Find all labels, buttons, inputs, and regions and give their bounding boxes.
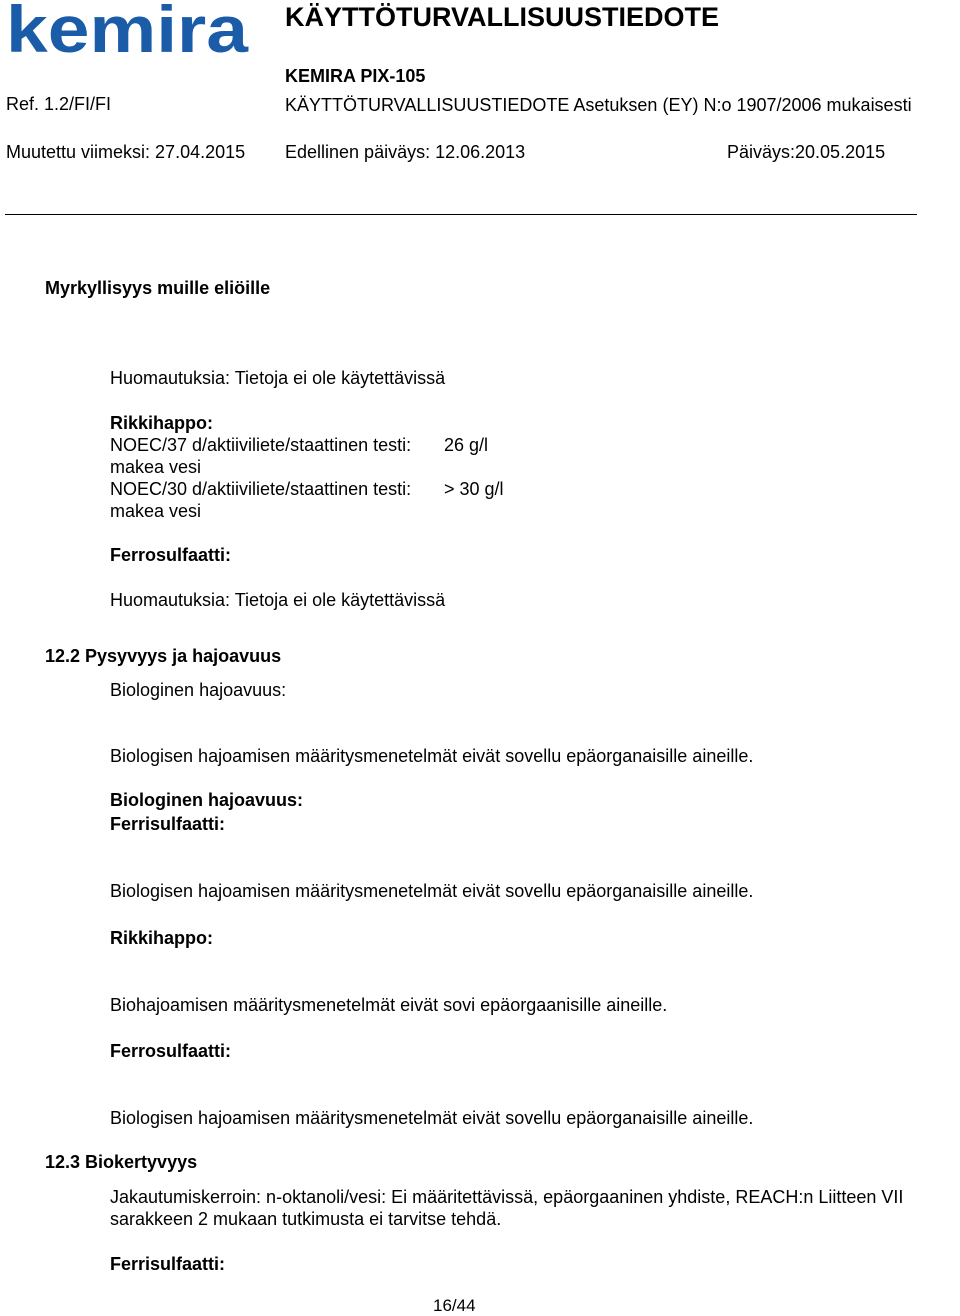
partition-coefficient-text: Jakautumiskerroin: n-oktanoli/vesi: Ei määritettävissä, epäorgaaninen yhdiste, REACH:n Liitteen VII sarakkeen 2 mukaan tutkimusta ei tarvitse tehdä. bbox=[110, 1187, 904, 1229]
document-title: KÄYTTÖTURVALLISUUSTIEDOTE bbox=[285, 2, 720, 32]
fresh-water-2: makea vesi bbox=[110, 501, 202, 521]
noec37-value: 26 g/l bbox=[444, 435, 489, 455]
kemira-logo-text: kemira bbox=[6, 2, 250, 58]
toxicity-heading: Myrkyllisyys muille eliöille bbox=[45, 278, 271, 298]
document-date: Päiväys:20.05.2015 bbox=[727, 142, 886, 162]
biodegradability-label-bold: Biologinen hajoavuus: bbox=[110, 790, 304, 810]
section-12-3-heading: 12.3 Biokertyvyys bbox=[45, 1152, 198, 1172]
biodegradability-label: Biologinen hajoavuus: bbox=[110, 680, 287, 700]
product-name: KEMIRA PIX-105 bbox=[285, 66, 426, 86]
last-modified: Muutettu viimeksi: 27.04.2015 bbox=[6, 142, 246, 162]
reference: Ref. 1.2/FI/FI bbox=[6, 94, 112, 114]
noec37-label: NOEC/37 d/aktiiviliete/staattinen testi: bbox=[110, 435, 412, 455]
ferric-sulfate-label-1: Ferrisulfaatti: bbox=[110, 814, 226, 834]
kemira-logo bbox=[6, 2, 250, 58]
regulation-text: KÄYTTÖTURVALLISUUSTIEDOTE Asetuksen (EY) N:o 1907/2006 mukaisesti bbox=[285, 95, 912, 115]
sulfuric-acid-label-2: Rikkihappo: bbox=[110, 928, 214, 948]
ferric-sulfate-label-2: Ferrisulfaatti: bbox=[110, 1254, 226, 1274]
ferrous-sulfate-label-1: Ferrosulfaatti: bbox=[110, 545, 232, 565]
previous-date: Edellinen päiväys: 12.06.2013 bbox=[285, 142, 526, 162]
note-no-data-1: Huomautuksia: Tietoja ei ole käytettävissä bbox=[110, 368, 446, 388]
section-12-2-heading: 12.2 Pysyvyys ja hajoavuus bbox=[45, 646, 282, 666]
biodeg-text-2: Biologisen hajoamisen määritysmenetelmät eivät sovellu epäorganaisille aineille. bbox=[110, 881, 754, 901]
biodeg-text-4: Biologisen hajoamisen määritysmenetelmät eivät sovellu epäorganaisille aineille. bbox=[110, 1108, 754, 1128]
fresh-water-1: makea vesi bbox=[110, 457, 202, 477]
biodeg-text-3: Biohajoamisen määritysmenetelmät eivät sovi epäorgaanisille aineille. bbox=[110, 995, 668, 1015]
noec30-label: NOEC/30 d/aktiiviliete/staattinen testi: bbox=[110, 479, 412, 499]
ferrous-sulfate-label-2: Ferrosulfaatti: bbox=[110, 1041, 232, 1061]
biodeg-text-1: Biologisen hajoamisen määritysmenetelmät eivät sovellu epäorganaisille aineille. bbox=[110, 746, 754, 766]
sulfuric-acid-label: Rikkihappo: bbox=[110, 413, 214, 433]
kemira-logo-graphic bbox=[6, 2, 250, 58]
header-divider bbox=[5, 214, 917, 215]
note-no-data-2: Huomautuksia: Tietoja ei ole käytettävissä bbox=[110, 590, 446, 610]
noec30-value: > 30 g/l bbox=[444, 479, 504, 499]
page-number: 16/44 bbox=[433, 1296, 476, 1315]
